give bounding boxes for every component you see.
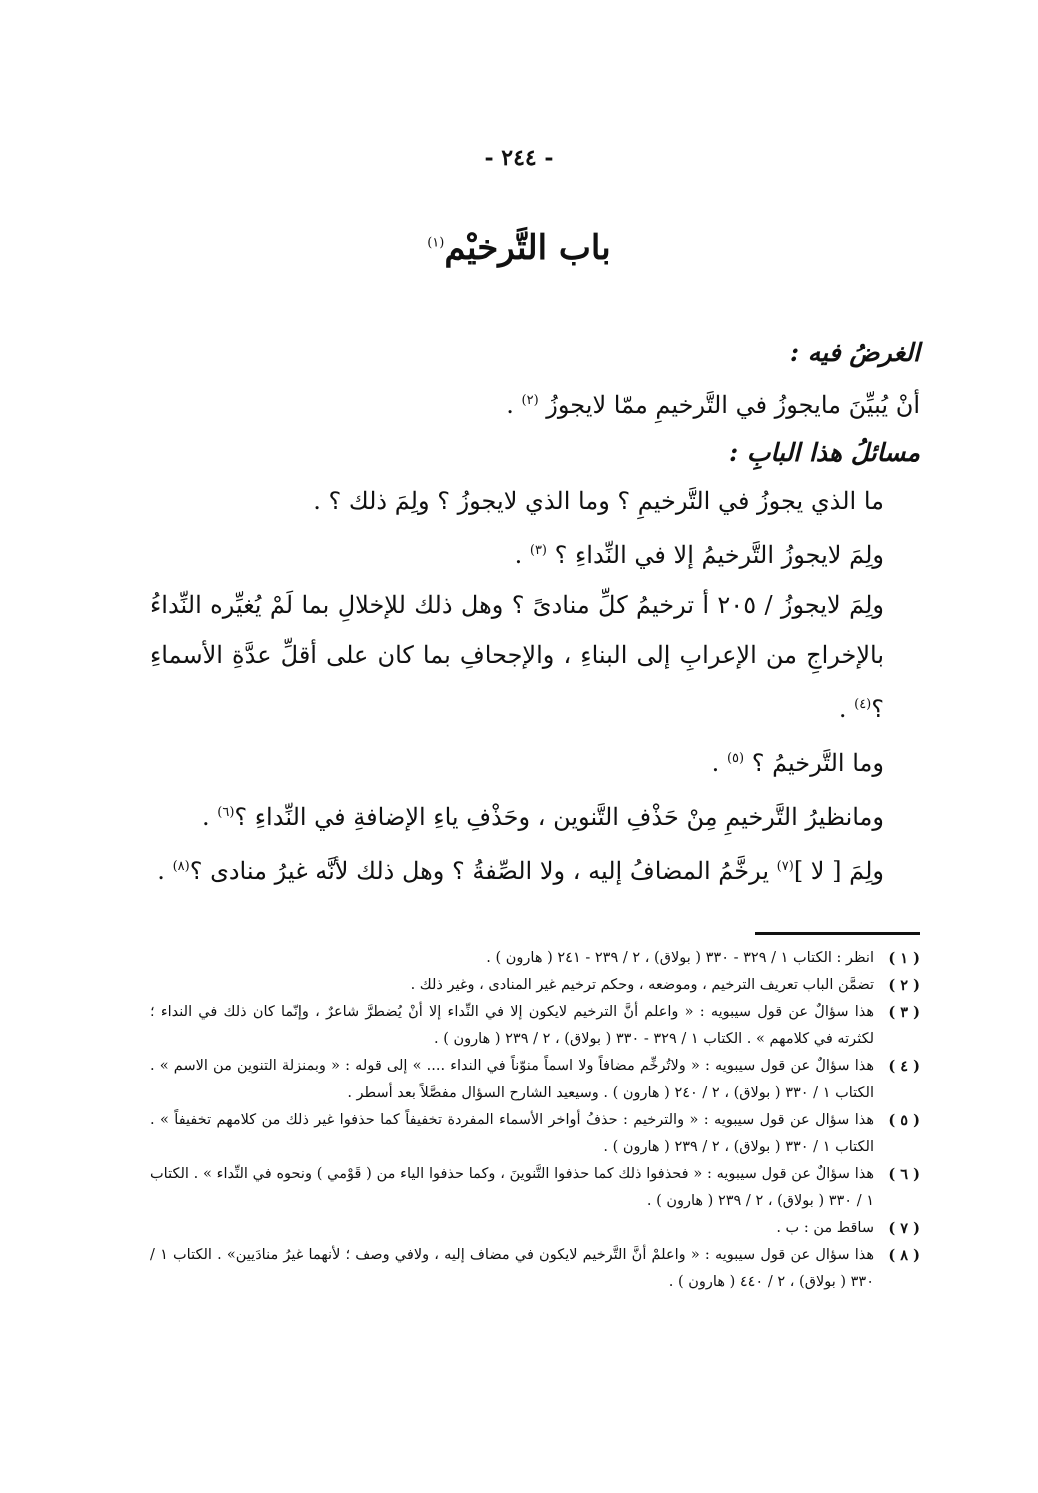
footnote-text: هذا سؤالٌ عن قول سيبويه : « واعلم أنَّ الترخيم لايكون إلا في النِّداء إلا أنْ يُضطرَّ شاعرٌ ، وإنّما كان ذلك في النداء ؛ لكثرته في كلامهم » . الكتاب ١ / ٣٢٩ - ٣٣٠ ( بولاق) ، ٢ / ٢٣٩ ( هارون ) . [150, 1004, 874, 1047]
footnotes [150, 945, 920, 1296]
issue-paragraph [150, 476, 920, 526]
page-number: - ٢٤٤ - [484, 145, 554, 171]
footnote-number: ( ٨ ) [888, 1247, 920, 1264]
footnote-ref: (٥) [726, 751, 745, 766]
issue-text-start: ولِمَ [ لا ] [793, 857, 884, 885]
footnote-ref: (٤) [854, 697, 872, 712]
footnote [150, 972, 920, 999]
issue-text: وما التَّرخيمُ ؟ [751, 749, 884, 777]
issue-paragraph: وما التَّرخيمُ ؟ $^{(٥)}$ . [711, 749, 884, 777]
footnote-ref: (٣) [529, 543, 547, 558]
chapter-title-text: باب التَّرخيْم [444, 228, 611, 268]
issue-text: ما الذي يجوزُ في التَّرخيمِ ؟ وما الذي لايجوزُ ؟ ولِمَ ذلك ؟ . [313, 487, 884, 515]
issue-text: ولِمَ لايجوزُ التَّرخيمُ إلا في النِّداءِ ؟ [554, 541, 884, 569]
footnote-ref: (٧) [776, 859, 794, 874]
issue-text: ولِمَ لايجوزُ / ٢٠٥ أ ترخيمُ كلِّ منادىً ؟ وهل ذلك للإخلالِ بما لَمْ يُغيِّره النِّداءُ بالإخراجِ من الإعرابِ إلى البناءِ ، والإجحافِ بما كان على أقلِّ عدَّةِ الأسماءِ ؟ [150, 591, 884, 723]
footnote [150, 1107, 920, 1161]
footnote [150, 1215, 920, 1242]
footnote [150, 945, 920, 972]
footnote-ref: (٢) [521, 393, 539, 408]
main-text [150, 330, 920, 896]
issue-paragraph: ولِمَ لايجوزُ / ٢٠٥ أ ترخيمُ كلِّ منادىً ؟ وهل ذلك للإخلالِ بما لَمْ يُغيِّره النِّداءُ بالإخراجِ من الإعرابِ إلى البناءِ ، والإجحافِ بما كان على أقلِّ عدَّةِ الأسماءِ ؟$^{(٤)}$ . [150, 591, 884, 723]
footnote-ref: (٨) [172, 859, 190, 874]
purpose-heading: الغرضُ فيه : [789, 338, 920, 367]
footnote-divider [755, 932, 920, 935]
issue-text: ومانظيرُ التَّرخيمِ مِنْ حَذْفِ التَّنوين ، وحَذْفِ ياءِ الإضافةِ في النِّداءِ ؟ [234, 803, 884, 831]
footnote-text: هذا سؤالٌ عن قول سيبويه : « فحذفوا ذلك كما حذفوا التَّنوينَ ، وكما حذفوا الياء من ( قَوْمي ) ونحوه في النِّداء » . الكتاب ١ / ٣٣٠ ( بولاق) ، ٢ / ٢٣٩ ( هارون ) . [150, 1166, 874, 1209]
footnote-text: انظر : الكتاب ١ / ٣٢٩ - ٣٣٠ ( بولاق) ، ٢ / ٢٣٩ - ٢٤١ ( هارون ) . [486, 950, 874, 966]
footnote-number: ( ٥ ) [888, 1112, 920, 1129]
footnote-text: هذا سؤالٌ عن قول سيبويه : « ولاتُرخِّم مضافاً ولا اسماً منوّناً في النداء .... » إلى قوله : « وبمنزلة التنوين من الاسم » . الكتاب ١ / ٣٣٠ ( بولاق) ، ٢ / ٢٤٠ ( هارون ) . وسيعيد الشارح السؤال مفصَّلاً بعد أسطر . [150, 1058, 874, 1101]
footnote [150, 1242, 920, 1296]
chapter-title [0, 228, 1038, 268]
footnote-text: تضمَّن الباب تعريف الترخيم ، وموضعه ، وحكم ترخيم غير المنادى ، وغير ذلك . [410, 977, 874, 993]
footnote-ref: (٦) [217, 805, 235, 820]
footnote-number: ( ٤ ) [888, 1058, 920, 1075]
issue-paragraph: ولِمَ [ لا ]$^{(٧)}$ يرخَّمُ المضافُ إليه ، ولا الصِّفةُ ؟ وهل ذلك لأنَّه غيرُ منادى ؟$^{(٨)}$ . [157, 857, 884, 885]
footnote-number: ( ٦ ) [888, 1166, 920, 1183]
issue-paragraph: ولِمَ لايجوزُ التَّرخيمُ إلا في النِّداءِ ؟ $^{(٣)}$ . [514, 541, 884, 569]
issue-paragraph: ومانظيرُ التَّرخيمِ مِنْ حَذْفِ التَّنوين ، وحَذْفِ ياءِ الإضافةِ في النِّداءِ ؟$^{(٦)}$ . [202, 803, 884, 831]
issues-heading: مسائلُ هذا البابِ : [728, 438, 920, 467]
footnote-text: ساقط من : ب . [776, 1220, 874, 1236]
footnote-text: هذا سؤال عن قول سيبويه : « والترخيم : حذفُ أواخر الأسماء المفردة تخفيفاً كما حذفوا غير ذلك من كلامهم تخفيفاً » . الكتاب ١ / ٣٣٠ ( بولاق) ، ٢ / ٢٣٩ ( هارون ) . [150, 1112, 874, 1155]
purpose-paragraph: أنْ يُبيِّنَ مايجوزُ في التَّرخيمِ ممّا لايجوزُ $^{(٢)}$ . [506, 391, 920, 419]
footnote [150, 1161, 920, 1215]
footnote-number: ( ٧ ) [888, 1220, 920, 1237]
issue-text: يرخَّمُ المضافُ إليه ، ولا الصِّفةُ ؟ وهل ذلك لأنَّه غيرُ منادى ؟ [189, 857, 777, 885]
footnote-text: هذا سؤال عن قول سيبويه : « واعلمْ أنَّ التَّرخيم لايكون في مضاف إليه ، ولافي وصف ؛ لأنهما غيرُ منادَيين» . الكتاب ١ / ٣٣٠ ( بولاق) ، ٢ / ٤٤٠ ( هارون ) . [150, 1247, 874, 1290]
footnote [150, 1053, 920, 1107]
footnote-number: ( ٣ ) [888, 1004, 920, 1021]
purpose-text: أنْ يُبيِّنَ مايجوزُ في التَّرخيمِ ممّا لايجوزُ [546, 391, 920, 419]
footnote-number: ( ١ ) [888, 950, 920, 967]
footnote-number: ( ٢ ) [888, 977, 920, 994]
footnote [150, 999, 920, 1053]
footnote-ref: (١) [427, 235, 445, 251]
